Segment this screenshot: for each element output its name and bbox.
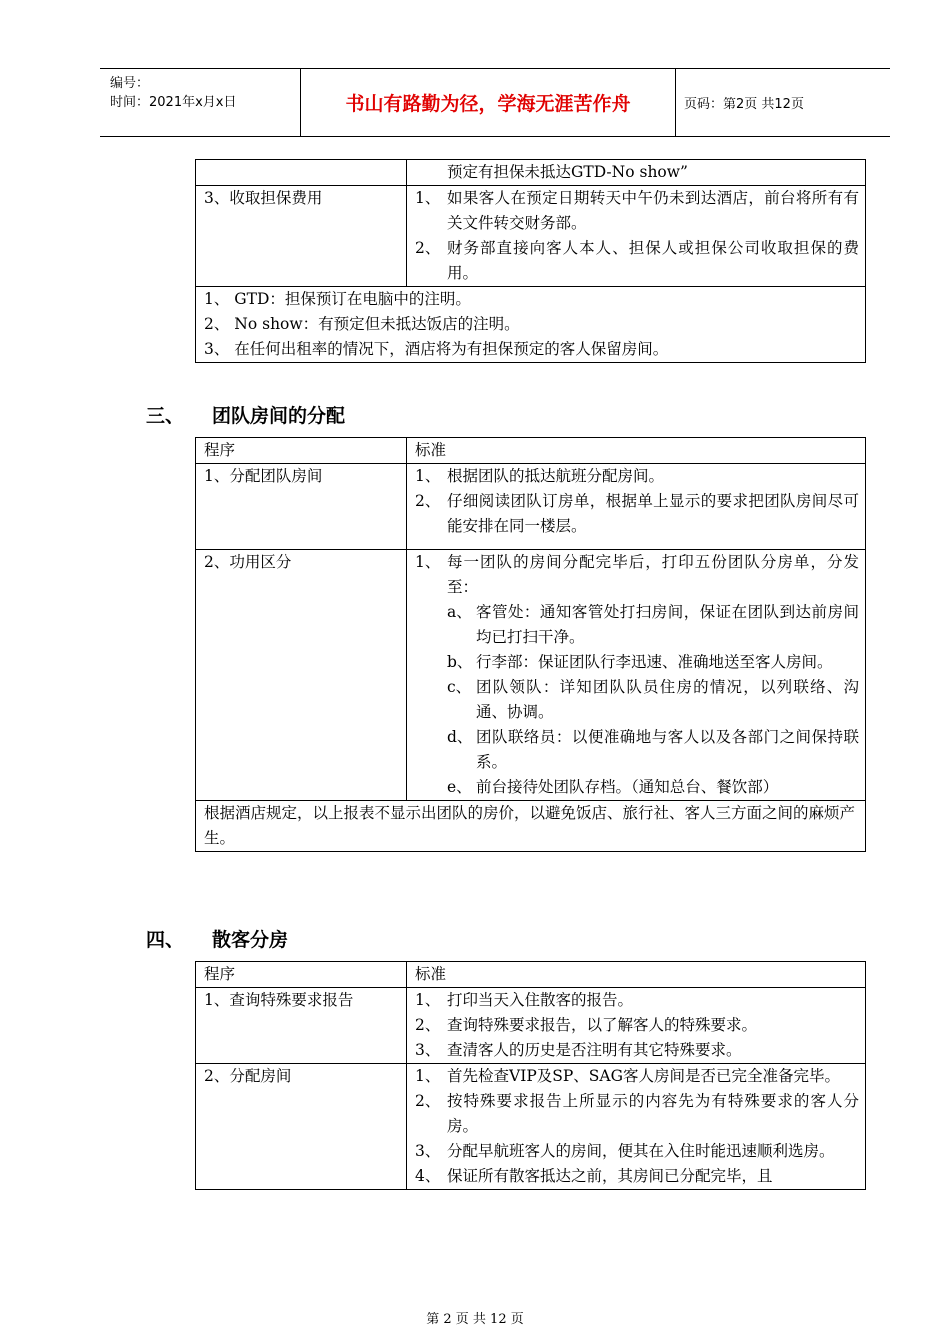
item-number: 3、 xyxy=(415,1142,441,1160)
standard-list xyxy=(415,186,859,286)
table-row xyxy=(196,464,866,550)
sub-item-text: 团队联络员：以便准确地与客人以及各部门之间保持联系。 xyxy=(476,728,859,771)
item-number: 1、 xyxy=(415,467,441,485)
item-text: 查询特殊要求报告，以了解客人的特殊要求。 xyxy=(447,1016,758,1034)
item-text: 根据团队的抵达航班分配房间。 xyxy=(447,467,665,485)
guarantee-table xyxy=(195,159,866,363)
item-number: 2、 xyxy=(415,492,441,510)
item-number: 2、 xyxy=(415,1016,441,1034)
standard-cell xyxy=(407,160,866,186)
item-text: 每一团队的房间分配完毕后，打印五份团队分房单，分发至： xyxy=(447,553,859,596)
list-item xyxy=(415,550,859,600)
standard-list xyxy=(415,550,859,600)
procedure-cell: 2、分配房间 xyxy=(196,1064,407,1190)
section-title: 散客分房 xyxy=(212,929,289,951)
standard-cell xyxy=(407,464,866,550)
section-number: 三、 xyxy=(146,405,185,427)
column-header-procedure: 程序 xyxy=(196,962,407,988)
item-text: 首先检查VIP及SP、SAG客人房间是否已完全准备完毕。 xyxy=(447,1067,840,1085)
individual-rooms-table xyxy=(195,961,866,1190)
notes-cell xyxy=(196,287,866,363)
procedure-cell: 3、收取担保费用 xyxy=(196,186,407,287)
page-info-text: 页码：第2页 共12页 xyxy=(684,97,804,112)
table-row xyxy=(196,186,866,287)
item-text: 分配早航班客人的房间，便其在入住时能迅速顺利选房。 xyxy=(447,1142,835,1160)
list-item xyxy=(415,1089,859,1139)
standard-list xyxy=(415,464,859,539)
note-cell: 根据酒店规定，以上报表不显示出团队的房价，以避免饭店、旅行社、客人三方面之间的麻烦产生。 xyxy=(196,801,866,852)
standard-cell xyxy=(407,186,866,287)
item-number: 1、 xyxy=(415,991,441,1009)
note-line: 3、 在任何出租率的情况下，酒店将为有担保预定的客人保留房间。 xyxy=(204,340,669,358)
sub-item-letter: c、 xyxy=(447,678,472,696)
standard-cell xyxy=(407,1064,866,1190)
sub-item-text: 客管处：通知客管处打扫房间，保证在团队到达前房间均已打扫干净。 xyxy=(476,603,859,646)
column-header-standard: 标准 xyxy=(407,438,866,464)
page-header xyxy=(100,68,890,137)
procedure-cell: 1、分配团队房间 xyxy=(196,464,407,550)
header-meta xyxy=(100,69,301,136)
item-text: 保证所有散客抵达之前，其房间已分配完毕，且 xyxy=(447,1167,773,1185)
item-number: 4、 xyxy=(415,1167,441,1185)
standard-cell xyxy=(407,550,866,801)
sub-item-letter: b、 xyxy=(447,653,473,671)
list-item xyxy=(415,1038,859,1063)
continued-text: 预定有担保未抵达GTD-No show” xyxy=(447,163,688,181)
list-item xyxy=(415,1164,859,1189)
list-item xyxy=(415,464,859,489)
item-text: 查清客人的历史是否注明有其它特殊要求。 xyxy=(447,1041,742,1059)
procedure-cell: 2、功用区分 xyxy=(196,550,407,801)
standard-list xyxy=(415,1064,859,1189)
sub-item xyxy=(447,675,859,725)
item-number: 1、 xyxy=(415,553,441,571)
item-number: 2、 xyxy=(415,239,441,257)
table-row xyxy=(196,550,866,801)
sub-item-text: 前台接待处团队存档。（通知总台、餐饮部） xyxy=(476,778,779,796)
item-text: 财务部直接向客人本人、担保人或担保公司收取担保的费用。 xyxy=(447,239,859,282)
item-text: 按特殊要求报告上所显示的内容先为有特殊要求的客人分房。 xyxy=(447,1092,859,1135)
sub-item-letter: e、 xyxy=(447,778,472,796)
table-row xyxy=(196,801,866,852)
group-rooms-table xyxy=(195,437,866,852)
note-line: 2、 No show：有预定但未抵达饭店的注明。 xyxy=(204,315,520,333)
sub-item-text: 行李部：保证团队行李迅速、准确地送至客人房间。 xyxy=(476,653,833,671)
section-number: 四、 xyxy=(146,929,185,951)
header-page-info xyxy=(676,69,890,136)
sub-item xyxy=(447,650,859,675)
sub-item xyxy=(447,775,859,800)
table-row xyxy=(196,287,866,363)
item-text: 如果客人在预定日期转天中午仍未到达酒店，前台将所有有关文件转交财务部。 xyxy=(447,189,859,232)
table-header-row xyxy=(196,438,866,464)
section-heading xyxy=(146,401,345,428)
sub-item-text: 团队领队：详知团队队员住房的情况，以列联络、沟通、协调。 xyxy=(476,678,859,721)
list-item xyxy=(415,489,859,539)
list-item xyxy=(415,988,859,1013)
sub-item xyxy=(447,600,859,650)
sub-item-letter: a、 xyxy=(447,603,472,621)
distribution-list xyxy=(415,600,859,800)
section-heading xyxy=(146,925,288,952)
list-item xyxy=(415,1064,859,1089)
procedure-cell xyxy=(196,160,407,186)
table-row xyxy=(196,988,866,1064)
note-line: 1、 GTD：担保预订在电脑中的注明。 xyxy=(204,290,471,308)
list-item xyxy=(415,186,859,236)
table-header-row xyxy=(196,962,866,988)
list-item xyxy=(415,236,859,286)
code-label: 编号： xyxy=(110,76,150,91)
column-header-procedure: 程序 xyxy=(196,438,407,464)
header-motto: 书山有路勤为径，学海无涯苦作舟 xyxy=(301,69,676,136)
list-item xyxy=(415,1013,859,1038)
item-number: 2、 xyxy=(415,1092,441,1110)
item-text: 打印当天入住散客的报告。 xyxy=(447,991,634,1009)
page-footer: 第 2 页 共 12 页 xyxy=(426,1312,524,1327)
list-item xyxy=(415,1139,859,1164)
section-title: 团队房间的分配 xyxy=(212,405,346,427)
item-number: 3、 xyxy=(415,1041,441,1059)
standard-cell xyxy=(407,988,866,1064)
column-header-standard: 标准 xyxy=(407,962,866,988)
item-number: 1、 xyxy=(415,189,441,207)
item-number: 1、 xyxy=(415,1067,441,1085)
sub-item-letter: d、 xyxy=(447,728,473,746)
time-label: 时间：2021年x月x日 xyxy=(110,95,237,110)
table-row xyxy=(196,160,866,186)
sub-item xyxy=(447,725,859,775)
procedure-cell: 1、查询特殊要求报告 xyxy=(196,988,407,1064)
standard-list xyxy=(415,988,859,1063)
item-text: 仔细阅读团队订房单，根据单上显示的要求把团队房间尽可能安排在同一楼层。 xyxy=(447,492,859,535)
table-row xyxy=(196,1064,866,1190)
